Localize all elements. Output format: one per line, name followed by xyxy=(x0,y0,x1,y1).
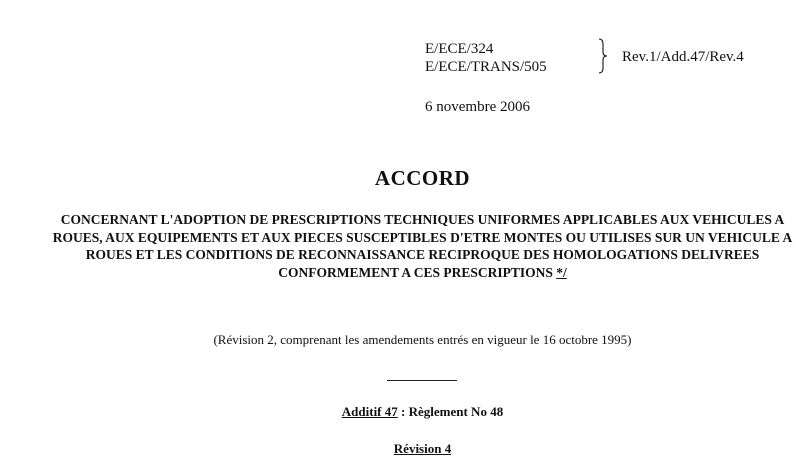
document-date: 6 novembre 2006 xyxy=(425,99,530,115)
addendum-label: Additif 47 xyxy=(341,404,398,419)
agreement-subject xyxy=(40,211,800,281)
subject-text: CONCERNANT L'ADOPTION DE PRESCRIPTIONS TECHNIQUES UNIFORMES APPLICABLES AUX VEHICULES A ROUES, AUX EQUIPEMENTS ET AUX PIECES SUSCEPTIBLES D'ETRE MONTES OU UTILISES SUR UN VEHICULE A ROUES ET LES CONDITIONS DE RECONNAISSANCE RECIPROQUE DES HOMOLOGATIONS DELIVREES CONFORMEMENT A CES PRESCRIPTIONS xyxy=(52,212,793,280)
symbol-line-2: E/ECE/TRANS/505 xyxy=(425,59,547,75)
symbol-line-1: E/ECE/324 xyxy=(425,41,494,57)
revision-reference: Rev.1/Add.47/Rev.4 xyxy=(622,49,744,65)
addendum-text: Règlement No 48 xyxy=(408,404,504,419)
revision-label: Révision 4 xyxy=(393,441,452,456)
addendum-separator: : xyxy=(397,404,409,419)
document-symbols xyxy=(425,40,547,76)
document-title: ACCORD xyxy=(374,166,471,190)
addendum-line xyxy=(0,404,800,420)
revision-note: (Révision 2, comprenant les amendements entrés en vigueur le 16 octobre 1995) xyxy=(213,332,632,347)
brace-icon xyxy=(597,38,609,74)
footnote-marker[interactable]: */ xyxy=(556,264,567,280)
separator-line xyxy=(387,380,457,381)
